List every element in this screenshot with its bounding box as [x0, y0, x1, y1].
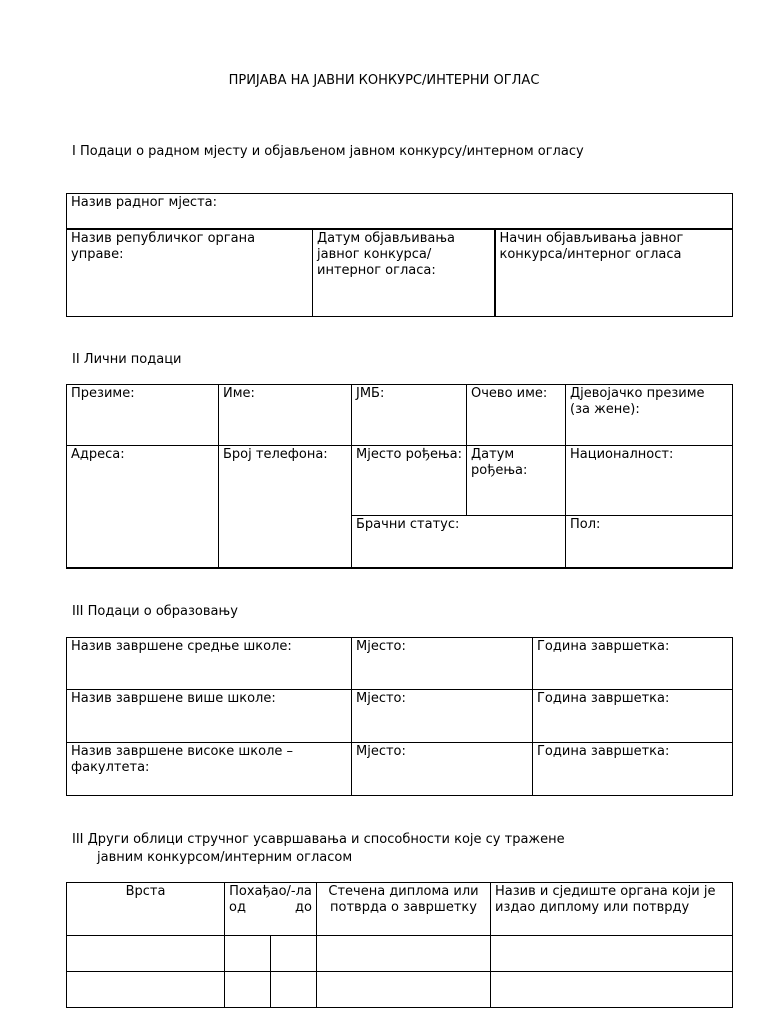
- university-field[interactable]: Назив завршене високе школе – факултета:: [67, 743, 352, 796]
- issuer-cell[interactable]: [491, 972, 733, 1008]
- diploma-cell[interactable]: [317, 936, 491, 972]
- surname-field[interactable]: Презиме:: [67, 385, 219, 446]
- to-label: до: [295, 900, 312, 915]
- from-cell[interactable]: [225, 936, 271, 972]
- col-attended-header: [225, 883, 317, 936]
- from-label: од: [229, 900, 246, 915]
- col-issuer-header: Назив и сједиште органа који је издао диплому или потврду: [491, 883, 733, 936]
- col-diploma-header: Стечена диплома или потврда о завршетку: [317, 883, 491, 936]
- section-1-heading: I Подаци о радном мјесту и објављеном јавном конкурсу/интерном огласу: [72, 144, 584, 159]
- name-field[interactable]: Име:: [219, 385, 352, 446]
- father-name-field[interactable]: Очево име:: [467, 385, 566, 446]
- table-row: [67, 743, 733, 796]
- type-cell[interactable]: [67, 972, 225, 1008]
- gender-field[interactable]: Пол:: [566, 516, 733, 568]
- section-3-heading: III Подаци о образовању: [72, 604, 238, 619]
- graduation-year-field[interactable]: Година завршетка:: [533, 690, 733, 743]
- publication-method-field[interactable]: Начин објављивања јавног конкурса/интерног огласа: [495, 229, 733, 317]
- publication-date-field[interactable]: Датум објављивања јавног конкурса/интерног огласа:: [313, 229, 495, 317]
- diploma-cell[interactable]: [317, 972, 491, 1008]
- to-cell[interactable]: [271, 936, 317, 972]
- page-title: ПРИЈАВА НА ЈАВНИ КОНКУРС/ИНТЕРНИ ОГЛАС: [228, 73, 540, 88]
- address-field[interactable]: Адреса:: [67, 446, 219, 568]
- job-posting-table: [66, 193, 733, 317]
- birthdate-field[interactable]: Датум рођења:: [467, 446, 566, 516]
- to-cell[interactable]: [271, 972, 317, 1008]
- college-field[interactable]: Назив завршене више школе:: [67, 690, 352, 743]
- job-title-field[interactable]: Назив радног мјеста:: [67, 194, 733, 229]
- training-table: [66, 882, 733, 1008]
- birthplace-field[interactable]: Мјесто рођења:: [352, 446, 467, 516]
- nationality-field[interactable]: Националност:: [566, 446, 733, 516]
- from-cell[interactable]: [225, 972, 271, 1008]
- section-2-heading: II Лични подаци: [72, 352, 182, 367]
- attended-subheaders: [225, 900, 316, 916]
- education-table: [66, 637, 733, 796]
- high-school-field[interactable]: Назив завршене средње школе:: [67, 638, 352, 690]
- jmb-field[interactable]: ЈМБ:: [352, 385, 467, 446]
- graduation-year-field[interactable]: Година завршетка:: [533, 638, 733, 690]
- attended-label: Похађао/-ла: [229, 884, 312, 899]
- authority-field[interactable]: Назив републичког органа управе:: [67, 229, 313, 317]
- issuer-cell[interactable]: [491, 936, 733, 972]
- phone-field[interactable]: Број телефона:: [219, 446, 352, 568]
- place-field[interactable]: Мјесто:: [352, 743, 533, 796]
- table-row: [67, 972, 733, 1008]
- table-row: [67, 936, 733, 972]
- table-row: [67, 638, 733, 690]
- graduation-year-field[interactable]: Година завршетка:: [533, 743, 733, 796]
- table-header-row: [67, 883, 733, 936]
- type-cell[interactable]: [67, 936, 225, 972]
- section-4-heading: III Други облици стручног усавршавања и способности које су тражене: [72, 832, 565, 847]
- section-4-heading-continued: јавним конкурсом/интерним огласом: [97, 850, 353, 865]
- maiden-name-field[interactable]: Дјевојачко презиме (за жене):: [566, 385, 733, 446]
- place-field[interactable]: Мјесто:: [352, 690, 533, 743]
- table-row: [67, 690, 733, 743]
- marital-status-field[interactable]: Брачни статус:: [352, 516, 566, 568]
- col-type-header: Врста: [67, 883, 225, 936]
- place-field[interactable]: Мјесто:: [352, 638, 533, 690]
- personal-data-table: [66, 384, 733, 569]
